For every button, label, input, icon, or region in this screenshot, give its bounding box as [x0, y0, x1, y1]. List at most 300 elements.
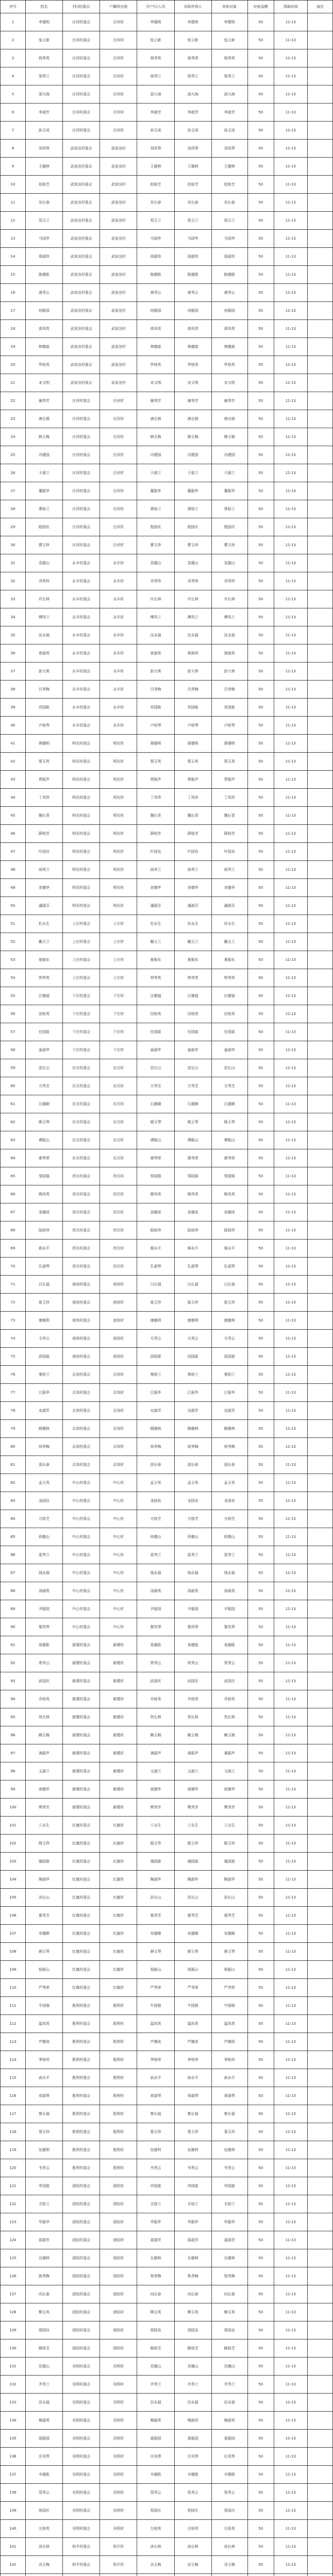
table-cell: 11-13 — [274, 1546, 307, 1564]
table-cell: 雷秀兰 — [25, 1546, 62, 1564]
table-cell: 田桂英 — [174, 1005, 211, 1023]
table-cell: 11-13 — [274, 1889, 307, 1907]
table-cell: 武家洼村委会 — [63, 230, 100, 248]
table-cell: 汪德福 — [137, 987, 174, 1005]
table-cell: 殷玉珍 — [137, 1835, 174, 1853]
table-cell: 董振华 — [211, 482, 247, 500]
table-cell: 永丰村委会 — [63, 717, 100, 735]
table-cell: 50 — [247, 987, 274, 1005]
table-cell: 庄河村委会 — [63, 518, 100, 536]
table-cell: 武家洼村 — [100, 302, 137, 320]
table-cell: 70 — [1, 1258, 26, 1276]
table-cell: 11-13 — [274, 122, 307, 140]
table-cell: 袁德山 — [211, 554, 247, 572]
table-cell: 团结村 — [100, 2267, 137, 2285]
table-cell — [308, 645, 333, 663]
table-cell — [308, 1546, 333, 1564]
table-cell: 红旗村 — [100, 1907, 137, 1925]
table-cell: 120 — [1, 2159, 26, 2177]
table-row — [1, 1871, 333, 1889]
table-cell: 11-13 — [274, 392, 307, 410]
table-cell: 50 — [247, 1258, 274, 1276]
table-cell: 葛玉珍 — [25, 2123, 62, 2141]
table-cell: 翟秀芝 — [137, 1907, 174, 1925]
table-cell — [308, 1384, 333, 1402]
table-cell: 俞永平 — [174, 2069, 211, 2087]
table-cell: 41 — [1, 735, 26, 753]
table-cell: 姜淑华 — [137, 1041, 174, 1059]
table-cell: 牛国强 — [174, 1997, 211, 2015]
table-cell: 136 — [1, 2448, 26, 2466]
table-cell — [308, 230, 333, 248]
table-cell: 罗桂英 — [211, 356, 247, 374]
table-cell: 魏长青 — [25, 807, 62, 825]
table-cell: 和平村 — [100, 2538, 137, 2556]
table-cell: 刘凤琴 — [137, 140, 174, 158]
table-cell: 温凤英 — [211, 2015, 247, 2033]
table-row — [1, 590, 333, 608]
table-cell: 20 — [1, 356, 26, 374]
table-cell: 11-13 — [274, 1582, 307, 1600]
table-row — [1, 861, 333, 879]
table-cell: 16 — [1, 284, 26, 302]
table-cell: 59 — [1, 1059, 26, 1077]
table-cell: 谢秀芳 — [25, 392, 62, 410]
table-cell: 秦桂兰 — [137, 1366, 174, 1384]
table-cell: 金德成 — [25, 1204, 62, 1222]
table-cell: 庄河村委会 — [63, 428, 100, 446]
table-cell: 谭振山 — [25, 1131, 62, 1149]
table-cell: 傅凤兰 — [25, 608, 62, 626]
table-cell: 邱国富 — [211, 1348, 247, 1366]
table-cell: 崔玉珍 — [25, 1294, 62, 1312]
table-cell: 邹国强 — [137, 1167, 174, 1185]
table-cell — [308, 428, 333, 446]
table-cell — [308, 1817, 333, 1835]
table-cell: 西关村 — [100, 1167, 137, 1185]
table-row — [1, 1582, 333, 1600]
table-cell: 11-13 — [274, 1654, 307, 1672]
table-cell: 50 — [247, 2267, 274, 2285]
table-cell: 杜永生 — [137, 915, 174, 933]
table-cell: 赖玉梅 — [137, 1726, 174, 1744]
table-row — [1, 1185, 333, 1204]
table-cell: 75 — [1, 1348, 26, 1366]
table-cell: 武家洼村 — [100, 176, 137, 194]
table-cell — [308, 572, 333, 590]
table-cell: 北岗村委会 — [63, 1402, 100, 1420]
table-cell — [308, 933, 333, 951]
table-cell: 50 — [247, 2303, 274, 2321]
table-cell: 50 — [247, 2033, 274, 2051]
table-cell: 葛玉珍 — [174, 2123, 211, 2141]
table-cell: 明光村 — [100, 825, 137, 843]
table-cell: 11-13 — [274, 1095, 307, 1113]
table-cell: 新建村 — [100, 1708, 137, 1726]
table-row — [1, 2033, 333, 2051]
table-cell: 姜淑华 — [25, 1041, 62, 1059]
table-cell: 50 — [247, 915, 274, 933]
table-cell: 11-13 — [274, 1023, 307, 1041]
table-cell: 方秀芝 — [137, 1077, 174, 1095]
table-cell: 11-13 — [274, 1726, 307, 1744]
table-cell: 庄河村委会 — [63, 392, 100, 410]
table-cell: 涂长林 — [137, 2538, 174, 2556]
table-cell: 123 — [1, 2213, 26, 2231]
table-cell: 137 — [1, 2466, 26, 2484]
table-cell: 程国庆 — [137, 518, 174, 536]
table-cell: 牛国强 — [211, 1997, 247, 2015]
table-row — [1, 2430, 333, 2448]
table-cell: 安德顺 — [25, 1925, 62, 1943]
table-cell — [308, 2538, 333, 2556]
table-cell — [308, 2448, 333, 2466]
table-cell: 李淑芳 — [25, 104, 62, 122]
table-cell: 11 — [1, 194, 26, 212]
table-cell: 颜玉琴 — [211, 1943, 247, 1961]
table-cell: 83 — [1, 1492, 26, 1510]
table-cell: 彭大勇 — [211, 663, 247, 681]
table-cell: 侯秀梅 — [211, 1438, 247, 1456]
table-cell: 吴长春 — [25, 194, 62, 212]
table-cell: 79 — [1, 1420, 26, 1438]
table-cell: 刘凤琴 — [211, 140, 247, 158]
table-cell — [308, 1799, 333, 1817]
table-cell: 秦桂兰 — [25, 1366, 62, 1384]
table-cell — [308, 176, 333, 194]
table-cell: 50 — [247, 1077, 274, 1095]
table-cell: 50 — [247, 2358, 274, 2376]
table-cell: 熊凤英 — [137, 1185, 174, 1204]
table-cell: 唐志强 — [137, 410, 174, 428]
table-cell: 明光村委会 — [63, 825, 100, 843]
table-cell — [308, 2502, 333, 2520]
table-cell: 萧桂兰 — [25, 500, 62, 518]
table-cell: 牛国强 — [25, 1997, 62, 2015]
table-cell: 汤淑英 — [211, 1582, 247, 1600]
table-cell: 郝永平 — [25, 1240, 62, 1258]
table-row — [1, 464, 333, 482]
table-cell — [308, 1979, 333, 1997]
table-cell: 50 — [247, 302, 274, 320]
table-cell: 郑玉兰 — [25, 212, 62, 230]
table-cell: 何振国 — [25, 302, 62, 320]
table-cell: 管秀云 — [25, 2484, 62, 2502]
table-cell — [308, 789, 333, 807]
table-cell: 康德利 — [25, 1312, 62, 1330]
table-cell: 曹玉珍 — [137, 536, 174, 554]
table-cell: 薛桂芳 — [137, 825, 174, 843]
table-row — [1, 1781, 333, 1799]
table-cell: 上庄村 — [100, 951, 137, 969]
table-row — [1, 933, 333, 951]
table-cell: 50 — [247, 2231, 274, 2249]
table-row — [1, 608, 333, 626]
table-cell: 新建村委会 — [63, 1744, 100, 1762]
table-cell: 31 — [1, 554, 26, 572]
table-cell: 11-13 — [274, 843, 307, 861]
table-cell: 50 — [247, 2412, 274, 2430]
table-cell: 99 — [1, 1781, 26, 1799]
table-cell: 庄河村 — [100, 104, 137, 122]
table-cell: 94 — [1, 1690, 26, 1708]
table-cell: 光明村委会 — [63, 2448, 100, 2466]
table-cell — [308, 1402, 333, 1420]
table-cell: 新建村 — [100, 1672, 137, 1690]
table-cell: 李建明 — [174, 13, 211, 31]
table-cell: 夏振东 — [137, 951, 174, 969]
table-cell: 11-13 — [274, 536, 307, 554]
table-row — [1, 356, 333, 374]
table-cell: 苏国栋 — [174, 699, 211, 717]
table-cell: 彭大勇 — [137, 663, 174, 681]
table-cell: 郑玉兰 — [137, 212, 174, 230]
table-cell: 100 — [1, 1799, 26, 1817]
table-cell: 于淑兰 — [174, 464, 211, 482]
table-cell: 73 — [1, 1312, 26, 1330]
table-cell: 聂淑芳 — [25, 2231, 62, 2249]
table-cell: 50 — [247, 194, 274, 212]
table-cell: 庄河村委会 — [63, 410, 100, 428]
table-cell: 明光村 — [100, 861, 137, 879]
table-cell: 团结村委会 — [63, 2340, 100, 2358]
table-cell: 中心村委会 — [63, 1600, 100, 1618]
table-cell: 万桂芝 — [25, 1510, 62, 1528]
table-cell — [308, 500, 333, 518]
table-cell: 辛德胜 — [174, 2466, 211, 2484]
table-cell: 牛国强 — [137, 1997, 174, 2015]
table-cell: 江振华 — [137, 1384, 174, 1402]
table-row — [1, 392, 333, 410]
table-row — [1, 230, 333, 248]
table-cell: 陶淑华 — [174, 1871, 211, 1889]
table-cell: 谭振山 — [137, 1131, 174, 1149]
table-cell: 和平村 — [100, 2556, 137, 2574]
table-cell: 莫振国 — [25, 2430, 62, 2448]
table-cell: 庄凤琴 — [211, 2448, 247, 2466]
table-cell: 139 — [1, 2502, 26, 2520]
table-cell: 赵桂芝 — [211, 176, 247, 194]
table-row — [1, 49, 333, 67]
table-cell: 11-13 — [274, 1402, 307, 1420]
table-cell: 50 — [247, 1961, 274, 1979]
table-cell: 11-13 — [274, 2340, 307, 2358]
table-cell — [308, 2520, 333, 2538]
table-cell: 团结村委会 — [63, 2321, 100, 2340]
table-cell: 新建村 — [100, 1781, 137, 1799]
table-cell: 武家洼村委会 — [63, 158, 100, 176]
table-cell: 冯建国 — [25, 446, 62, 464]
table-cell: 廖秀荣 — [25, 1149, 62, 1167]
table-cell: 葛玉珍 — [137, 2123, 174, 2141]
table-cell: 中心村 — [100, 1564, 137, 1582]
table-row — [1, 789, 333, 807]
table-cell: 明光村委会 — [63, 735, 100, 753]
table-cell — [308, 2430, 333, 2448]
table-cell: 许长林 — [25, 590, 62, 608]
table-cell: 苏国栋 — [211, 699, 247, 717]
table-cell: 倪振山 — [137, 1961, 174, 1979]
table-cell: 红旗村 — [100, 1925, 137, 1943]
table-cell — [308, 1204, 333, 1222]
table-cell: 伍德利 — [137, 2141, 174, 2159]
table-cell: 邢国良 — [211, 2321, 247, 2340]
table-cell — [308, 1348, 333, 1366]
table-row — [1, 2249, 333, 2267]
table-cell: 24 — [1, 428, 26, 446]
table-cell: 卢桂琴 — [174, 717, 211, 735]
table-cell: 中心村 — [100, 1600, 137, 1618]
table-cell: 沿永福 — [211, 2394, 247, 2412]
table-cell: 潘淑芬 — [211, 897, 247, 915]
table-cell: 钱永福 — [174, 1564, 211, 1582]
table-cell: 135 — [1, 2430, 26, 2448]
table-cell: 北岗村 — [100, 1366, 137, 1384]
table-cell: 11-13 — [274, 2376, 307, 2394]
table-cell: 侯秀梅 — [25, 1438, 62, 1456]
table-cell: 51 — [1, 915, 26, 933]
table-cell — [308, 1366, 333, 1384]
table-cell: 团结村 — [100, 2213, 137, 2231]
table-row — [1, 67, 333, 86]
table-cell: 文淑兰 — [174, 1762, 211, 1781]
table-cell: 吕秀梅 — [137, 681, 174, 699]
table-cell: 胜利村 — [100, 2087, 137, 2105]
table-cell: 金德成 — [137, 1204, 174, 1222]
table-cell: 11-13 — [274, 104, 307, 122]
table-cell: 孔淑琴 — [174, 1258, 211, 1276]
table-cell: 11-13 — [274, 2520, 307, 2538]
table-row — [1, 1528, 333, 1546]
table-cell: 明光村委会 — [63, 861, 100, 879]
table-cell: 50 — [247, 1672, 274, 1690]
table-cell: 马国华 — [137, 230, 174, 248]
table-cell: 陶淑华 — [137, 1871, 174, 1889]
table-cell: 邵大海 — [211, 86, 247, 104]
table-cell: 11-13 — [274, 482, 307, 500]
table-cell: 38 — [1, 681, 26, 699]
table-cell: 武家洼村委会 — [63, 374, 100, 392]
table-cell — [25, 2574, 62, 2576]
table-cell: 中心村 — [100, 1528, 137, 1546]
table-cell: 胜利村 — [100, 1997, 137, 2015]
table-cell: 宋文明 — [211, 374, 247, 392]
table-row — [1, 1979, 333, 1997]
table-cell: 贺长林 — [25, 1708, 62, 1726]
table-cell: 50 — [247, 2466, 274, 2484]
table-cell: 柳玉英 — [174, 2303, 211, 2321]
table-cell — [308, 1762, 333, 1781]
table-cell: 胜利村委会 — [63, 2123, 100, 2141]
table-cell: 方秀芝 — [25, 1077, 62, 1095]
table-cell: 江振华 — [25, 1384, 62, 1402]
table-cell — [308, 374, 333, 392]
table-cell — [308, 1095, 333, 1113]
table-cell: 11-13 — [274, 2430, 307, 2448]
table-cell: 21 — [1, 374, 26, 392]
table-cell: 57 — [1, 1023, 26, 1041]
table-cell: 50 — [247, 572, 274, 590]
table-cell: 11-13 — [274, 1799, 307, 1817]
table-cell: 50 — [247, 1636, 274, 1654]
table-cell: 58 — [1, 1041, 26, 1059]
table-cell: 光明村委会 — [63, 2376, 100, 2394]
table-cell — [308, 338, 333, 356]
table-cell: 121 — [1, 2177, 26, 2195]
table-cell: 50 — [247, 825, 274, 843]
table-cell: 和平村委会 — [63, 2538, 100, 2556]
table-row — [1, 879, 333, 897]
table-cell: 辛德胜 — [211, 2466, 247, 2484]
table-cell: 陶淑华 — [211, 1871, 247, 1889]
table-cell: 50 — [247, 861, 274, 879]
table-cell: 龙国良 — [25, 1492, 62, 1510]
table-cell — [308, 1582, 333, 1600]
table-cell: 永丰村委会 — [63, 626, 100, 645]
table-cell: 50 — [247, 2340, 274, 2358]
table-cell: 50 — [247, 969, 274, 987]
table-cell: 92 — [1, 1654, 26, 1672]
table-cell: 洪长山 — [211, 1889, 247, 1907]
table-cell: 50 — [247, 1366, 274, 1384]
table-cell: 66 — [1, 1185, 26, 1204]
table-cell: 刘凤琴 — [25, 140, 62, 158]
table-cell: 丛德林 — [211, 2249, 247, 2267]
table-cell: 111 — [1, 1997, 26, 2015]
table-cell: 11-13 — [274, 663, 307, 681]
table-cell: 49 — [1, 879, 26, 897]
table-cell: 9 — [1, 158, 26, 176]
table-cell: 新建村委会 — [63, 1672, 100, 1690]
table-row — [1, 1420, 333, 1438]
table-cell: 55 — [1, 987, 26, 1005]
table-cell: 芦德成 — [25, 2033, 62, 2051]
table-row — [1, 176, 333, 194]
table-cell: 47 — [1, 843, 26, 861]
table-cell: 11-13 — [274, 1853, 307, 1871]
table-cell: 35 — [1, 626, 26, 645]
table-row — [1, 500, 333, 518]
table-cell: 曾淑英 — [25, 645, 62, 663]
table-cell: 下庄村 — [100, 1023, 137, 1041]
table-cell: 11-13 — [274, 915, 307, 933]
table-cell: 25 — [1, 446, 26, 464]
table-cell: 团结村委会 — [63, 2213, 100, 2231]
table-cell: 左桂英 — [25, 2520, 62, 2538]
table-cell — [308, 807, 333, 825]
table-cell: 韩玉梅 — [174, 428, 211, 446]
table-cell: 钟秀英 — [137, 969, 174, 987]
table-cell: 梅淑英 — [137, 2412, 174, 2430]
table-cell: 127 — [1, 2285, 26, 2303]
table-cell: 永丰村委会 — [63, 608, 100, 626]
table-row — [1, 2051, 333, 2069]
table-cell: 武家洼村 — [100, 320, 137, 338]
table-cell: 中心村 — [100, 1510, 137, 1528]
table-cell: 沿永福 — [25, 2394, 62, 2412]
table-cell: 王德林 — [174, 158, 211, 176]
table-cell: 永丰村 — [100, 626, 137, 645]
table-cell: 邱国富 — [174, 1348, 211, 1366]
table-row — [1, 2069, 333, 2087]
table-row — [1, 338, 333, 356]
table-cell: 11-13 — [274, 1997, 307, 2015]
table-cell: 李淑芳 — [211, 104, 247, 122]
table-cell: 武家洼村 — [100, 212, 137, 230]
table-cell: 孟玉英 — [25, 1474, 62, 1492]
table-cell: 潘淑芬 — [137, 897, 174, 915]
table-cell: 永丰村 — [100, 717, 137, 735]
